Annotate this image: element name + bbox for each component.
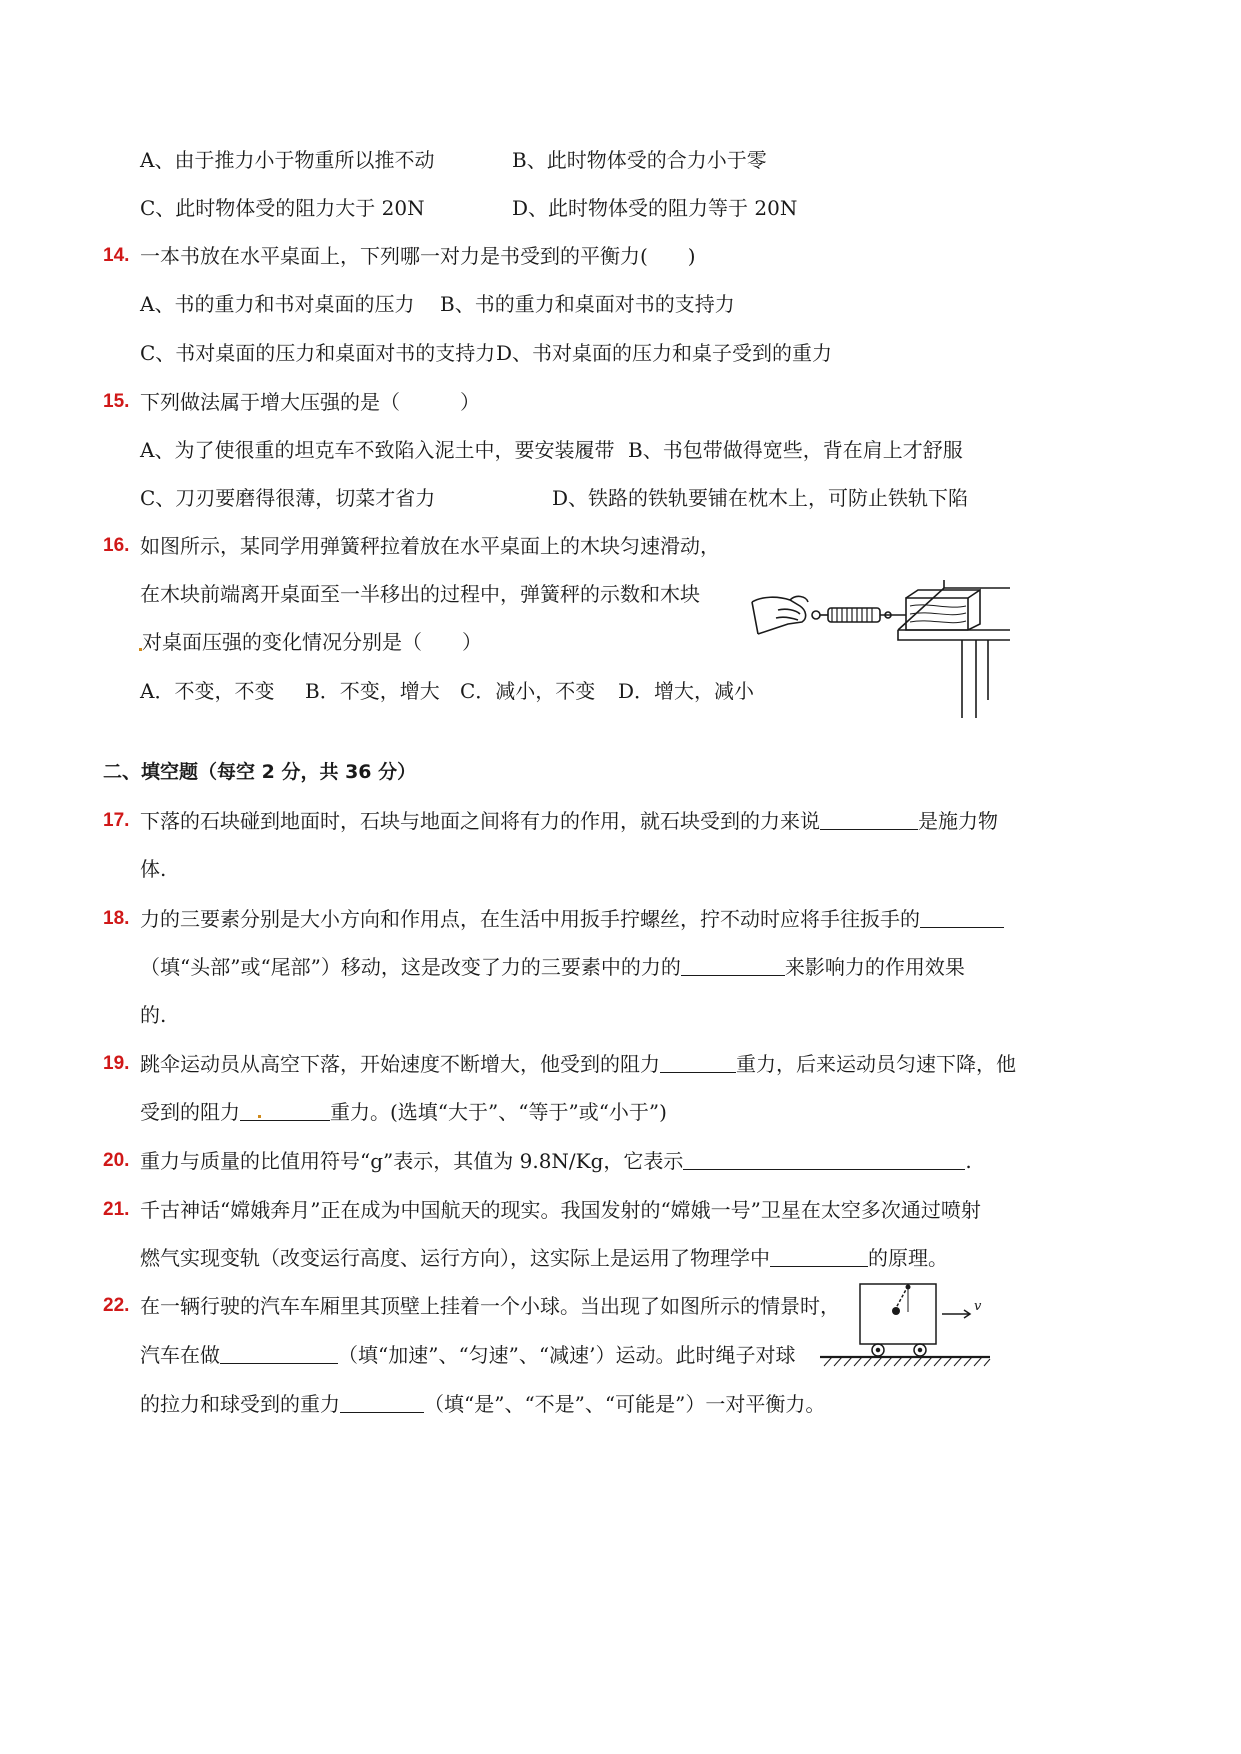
q14-option-a: A、书的重力和书对桌面的压力 (140, 292, 415, 316)
question-number-20: 20. (103, 1150, 130, 1171)
q14-option-b: B、书的重力和桌面对书的支持力 (440, 292, 735, 316)
q17-line-1 (140, 807, 998, 835)
q19-line-1 (140, 1050, 1016, 1078)
q16-option-d: D．增大，减小 (618, 679, 755, 703)
q20-line-1 (140, 1147, 972, 1175)
q20-answer-blank[interactable] (683, 1147, 965, 1170)
q13-option-b: B、此时物体受的合力小于零 (512, 148, 767, 172)
q14-option-c: C、书对桌面的压力和桌面对书的支持力 (140, 341, 496, 365)
question-number-22: 22. (103, 1295, 130, 1316)
section-2-title: 二、填空题（每空 2 分，共 36 分） (103, 761, 417, 783)
question-number-21: 21. (103, 1199, 130, 1220)
q22-line-3 (140, 1390, 825, 1418)
question-number-14: 14. (103, 245, 130, 266)
q16-line-1: 如图所示，某同学用弹簧秤拉着放在水平桌面上的木块匀速滑动， (140, 534, 720, 558)
q15-option-a: A、为了使很重的坦克车不致陷入泥土中，要安装履带 (140, 438, 615, 462)
q16-line-2: 在木块前端离开桌面至一半移出的过程中，弹簧秤的示数和木块 (140, 582, 700, 606)
q15-option-d: D、铁路的铁轨要铺在枕木上，可防止铁轨下陷 (552, 486, 969, 510)
q22-text-c: 的拉力和球受到的重力 (140, 1392, 340, 1416)
q19-text-b: 重力，后来运动员匀速下降，他 (736, 1052, 1016, 1076)
q22-text-a: 汽车在做 (140, 1343, 220, 1367)
q21-line-1: 千古神话“嫦娥奔月”正在成为中国航天的现实。我国发射的“嫦娥一号”卫星在太空多次通过喷射 (140, 1198, 981, 1222)
q22-answer-blank-1[interactable] (220, 1341, 338, 1364)
velocity-label: v (974, 1299, 982, 1314)
q19-text-d: 重力。(选填“大于”、“等于”或“小于”) (330, 1100, 667, 1124)
question-number-16: 16. (103, 535, 130, 556)
q17-answer-blank[interactable] (820, 807, 918, 830)
q19-line-2 (140, 1098, 667, 1126)
q13-option-d: D、此时物体受的阻力等于 20N (512, 196, 798, 220)
q21-text-b: 的原理。 (868, 1246, 948, 1270)
q21-answer-blank[interactable] (770, 1244, 868, 1267)
q20-text-b: . (965, 1149, 972, 1173)
q18-text-a: 力的三要素分别是大小方向和作用点，在生活中用扳手拧螺丝，拧不动时应将手往扳手的 (140, 907, 920, 931)
q21-text-a: 燃气实现变轨（改变运行高度、运行方向），这实际上是运用了物理学中 (140, 1246, 770, 1270)
q17-text-b: 是施力物 (918, 809, 998, 833)
question-number-17: 17. (103, 810, 130, 831)
q15-option-b: B、书包带做得宽些，背在肩上才舒服 (628, 438, 963, 462)
q17-line-2: 体. (140, 857, 167, 881)
q22-line-2 (140, 1341, 795, 1369)
q17-text-a: 下落的石块碰到地面时，石块与地面之间将有力的作用，就石块受到的力来说 (140, 809, 820, 833)
q18-answer-blank-1[interactable] (920, 905, 1004, 928)
q18-line-1 (140, 905, 1004, 933)
q14-option-d: D、书对桌面的压力和桌子受到的重力 (496, 341, 833, 365)
q16-option-b: B．不变，增大 (305, 679, 440, 703)
q15-option-c: C、刀刃要磨得很薄，切菜才省力 (140, 486, 436, 510)
q22-answer-blank-2[interactable] (340, 1390, 424, 1413)
q18-text-b: （填“头部”或“尾部”）移动，这是改变了力的三要素中的力的 (140, 955, 681, 979)
q22-text-b: （填“加速”、“匀速”、“减速’）运动。此时绳子对球 (338, 1343, 796, 1367)
q16-option-a: A．不变，不变 (140, 679, 275, 703)
q22-text-d: （填“是”、“不是”、“可能是”）一对平衡力。 (424, 1392, 826, 1416)
q18-answer-blank-2[interactable] (681, 953, 785, 976)
q18-text-c: 来影响力的作用效果 (784, 955, 965, 979)
stray-mark (258, 1115, 261, 1118)
q16-line-3: 对桌面压强的变化情况分别是（ ） (142, 630, 482, 654)
q22-line-1: 在一辆行驶的汽车车厢里其顶壁上挂着一个小球。当出现了如图所示的情景时， (140, 1294, 840, 1318)
question-number-15: 15. (103, 391, 130, 412)
q15-stem: 下列做法属于增大压强的是（ ） (140, 390, 480, 414)
q19-text-a: 跳伞运动员从高空下落，开始速度不断增大，他受到的阻力 (140, 1052, 660, 1076)
spring-scale-figure (748, 580, 1010, 720)
q18-line-3: 的. (140, 1003, 167, 1027)
question-number-19: 19. (103, 1053, 130, 1074)
car-pendulum-figure (820, 1278, 992, 1374)
q13-option-a: A、由于推力小于物重所以推不动 (140, 148, 435, 172)
q19-text-c: 受到的阻力 (140, 1100, 240, 1124)
q19-answer-blank-2[interactable] (240, 1098, 330, 1121)
q14-stem: 一本书放在水平桌面上，下列哪一对力是书受到的平衡力( ) (140, 244, 696, 268)
question-number-18: 18. (103, 908, 130, 929)
q13-option-c: C、此时物体受的阻力大于 20N (140, 196, 425, 220)
q18-line-2 (140, 953, 965, 981)
q19-answer-blank-1[interactable] (660, 1050, 736, 1073)
q16-option-c: C．减小，不变 (460, 679, 596, 703)
q21-line-2 (140, 1244, 948, 1272)
q20-text-a: 重力与质量的比值用符号“g”表示，其值为 9.8N/Kg，它表示 (140, 1149, 684, 1173)
